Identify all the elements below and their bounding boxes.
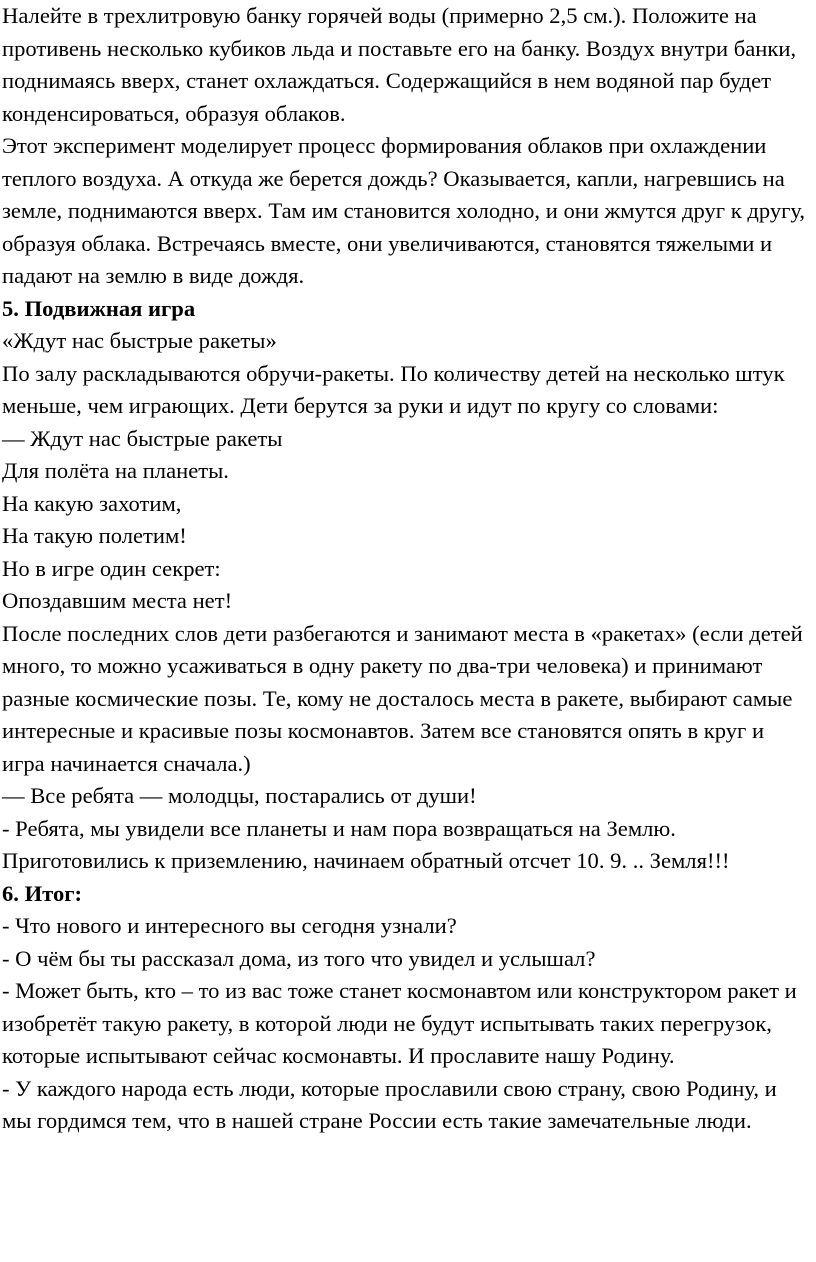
poem-line-1: — Ждут нас быстрые ракеты [2, 425, 283, 451]
poem-line-5: Но в игре один секрет: [2, 555, 221, 581]
paragraph-game-continuation: После последних слов дети разбегаются и занимают места в «ракетах» (если детей много, то можно усаживаться в одну ракету по два-три человека) и принимают разные космические позы. Те, кому не досталось места в ракете, выбирают самые интересные и красивые позы космонавтов. Затем все становятся опять в круг и игра начинается сначала.) [2, 620, 809, 776]
summary-paragraph-homeland: - У каждого народа есть люди, которые прославили свою страну, свою Родину, и мы гордимся тем, что в нашей стране России есть такие замечательные люди. [2, 1075, 783, 1133]
section-heading-game: 5. Подвижная игра [2, 295, 196, 321]
summary-question-2: - О чём бы ты рассказал дома, из того что увидел и услышал? [2, 945, 596, 971]
paragraph-experiment-explanation: Этот эксперимент моделирует процесс формирования облаков при охлаждении теплого воздуха. А откуда же берется дождь? Оказывается, капли, нагревшись на земле, поднимаются вверх. Там им становится холодно, и они жмутся друг к другу, образуя облака. Встречаясь вместе, они увеличиваются, становятся тяжелыми и падают на землю в виде дождя. [2, 133, 811, 288]
summary-paragraph-cosmonaut: - Может быть, кто – то из вас тоже станет космонавтом или конструктором ракет и изобретёт такую ракету, в которой люди не будут испытывать таких перегрузок, которые испытывают сейчас космонавты. И прославите нашу Родину. [2, 978, 803, 1068]
paragraph-experiment-description: Налейте в трехлитровую банку горячей воды (примерно 2,5 см.). Положите на противень несколько кубиков льда и поставьте его на банку. Воздух внутри банки, поднимаясь вверх, станет охлаждаться. Содержащийся в нем водяной пар будет конденсироваться, образуя облаков. [2, 3, 802, 126]
paragraph-game-rules: По залу раскладываются обручи-ракеты. По количеству детей на несколько штук меньше, чем играющих. Дети берутся за руки и идут по кругу со словами: [2, 360, 791, 418]
paragraph-praise: — Все ребята — молодцы, постарались от души! [2, 783, 477, 808]
paragraph-return-to-earth: - Ребята, мы увидели все планеты и нам пора возвращаться на Землю. Приготовились к приземлению, начинаем обратный отсчет 10. 9. .. Земля!!! [2, 815, 730, 873]
summary-question-1: - Что нового и интересного вы сегодня узнали? [2, 913, 457, 938]
poem-line-3: На какую захотим, [2, 490, 182, 516]
poem-line-2: Для полёта на планеты. [2, 458, 229, 483]
game-title: «Ждут нас быстрые ракеты» [2, 328, 277, 353]
poem-line-6: Опоздавшим места нет! [2, 588, 233, 613]
section-heading-summary: 6. Итог: [2, 880, 83, 906]
poem-line-4: На такую полетим! [2, 523, 187, 548]
